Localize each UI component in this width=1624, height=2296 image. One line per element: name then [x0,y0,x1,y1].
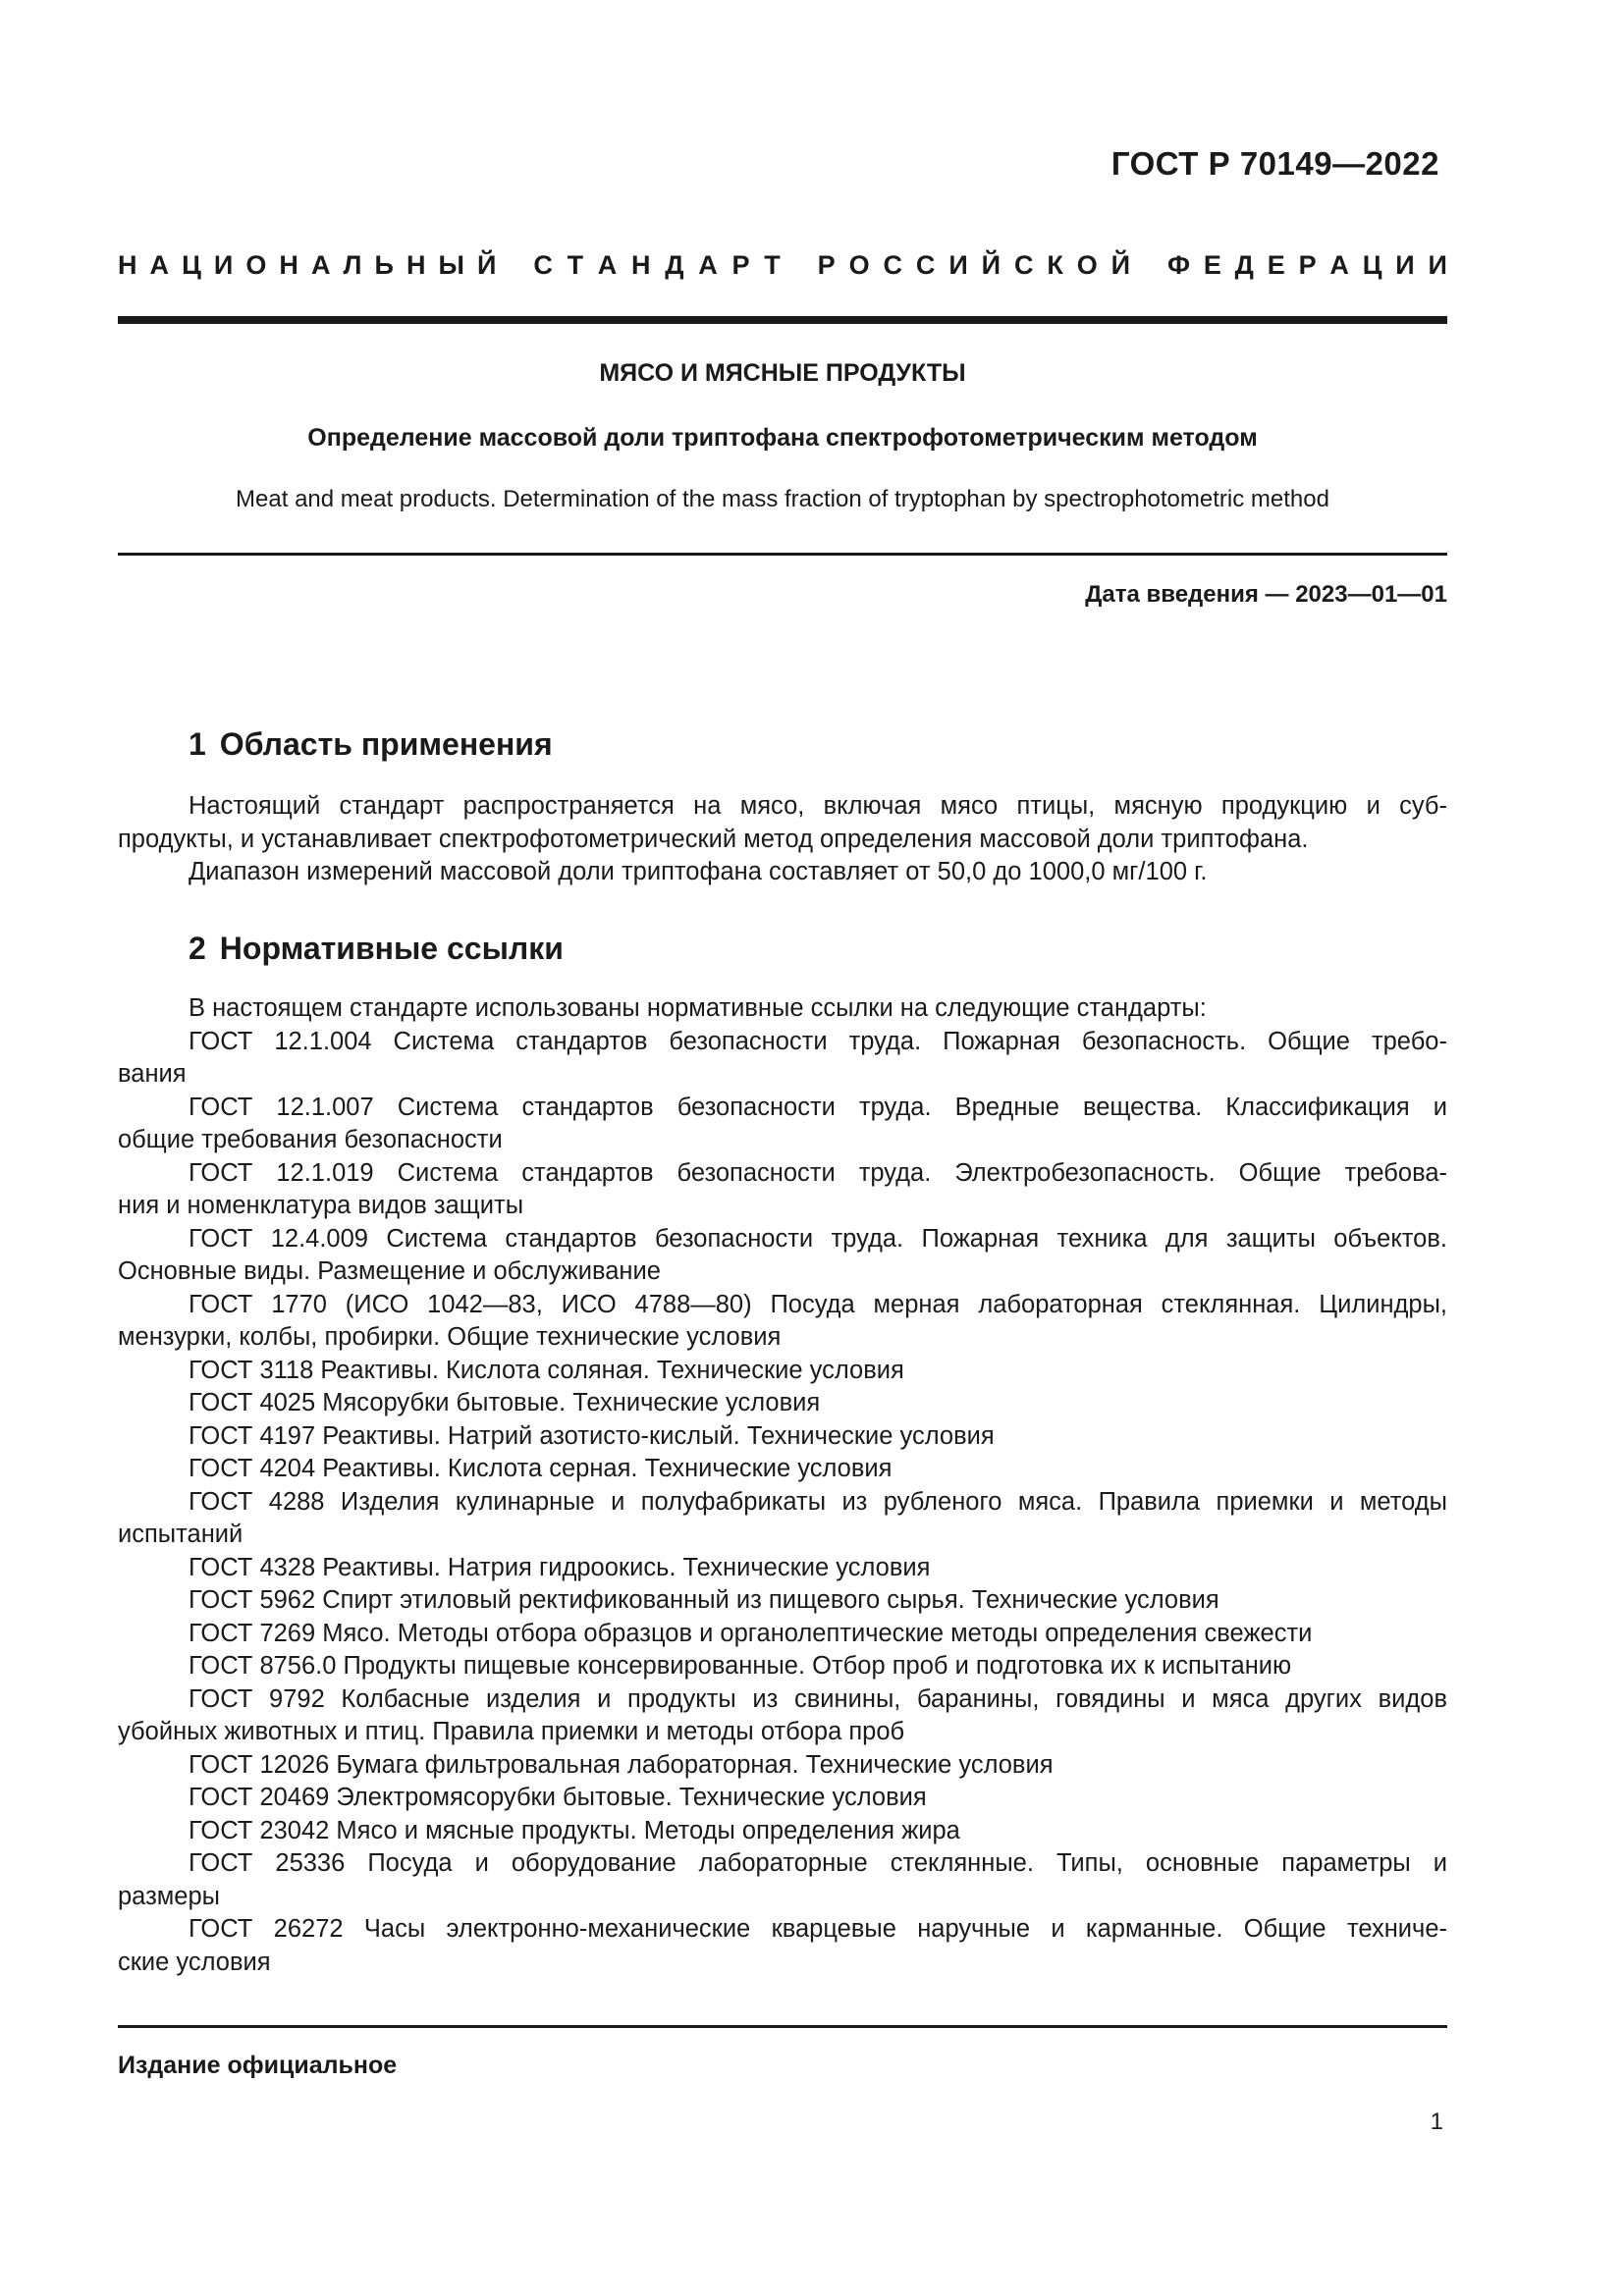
reference-line: ния и номенклатура видов защиты [118,1192,524,1219]
paragraph-line: продукты, и устанавливает спектрофотометрический метод определения массовой доли триптофана. [118,825,1309,853]
reference-line: ГОСТ 4204 Реактивы. Кислота серная. Технические условия [189,1455,893,1482]
reference-line: ГОСТ 25336 Посуда и оборудование лабораторные стеклянные. Типы, основные параметры и [189,1849,1447,1877]
reference-line: Основные виды. Размещение и обслуживание [118,1257,661,1285]
section-heading-scope [189,726,553,763]
official-edition-label: Издание официальное [118,2052,398,2079]
reference-line: ГОСТ 1770 (ИСО 1042—83, ИСО 4788—80) Посуда мерная лабораторная стеклянная. Цилиндры, [189,1290,1447,1318]
document-title-english: Meat and meat products. Determination of the mass fraction of tryptophan by spectrophotometric method [236,486,1329,512]
reference-line: размеры [118,1882,220,1910]
reference-line: ГОСТ 3118 Реактивы. Кислота соляная. Технические условия [189,1356,904,1384]
footer-divider [118,2025,1447,2028]
paragraph-line: Настоящий стандарт распространяется на мясо, включая мясо птицы, мясную продукцию и суб- [189,792,1447,820]
introduction-date: Дата введения — 2023—01—01 [1085,581,1447,608]
reference-line: ГОСТ 9792 Колбасные изделия и продукты из свинины, баранины, говядины и мяса других видов [189,1684,1447,1713]
title-divider [118,553,1447,556]
reference-line: ГОСТ 5962 Спирт этиловый ректификованный из пищевого сырья. Технические условия [189,1586,1219,1614]
banner-word: Ф Е Д Е Р А Ц И И [1166,250,1447,280]
document-title: МЯСО И МЯСНЫЕ ПРОДУКТЫ [599,359,966,387]
section-number: 1 [189,726,206,762]
section-body-normative-references [118,992,1447,1979]
reference-line: ГОСТ 26272 Часы электронно-механические кварцевые наручные и карманные. Общие техниче- [189,1915,1447,1943]
section-number: 2 [189,931,206,966]
national-standard-banner [118,250,1447,281]
reference-line: ГОСТ 4288 Изделия кулинарные и полуфабрикаты из рубленого мяса. Правила приемки и методы [189,1487,1447,1516]
reference-line: ГОСТ 20469 Электромясорубки бытовые. Технические условия [189,1784,927,1811]
banner-word: С Т А Н Д А Р Т [533,250,781,280]
reference-line: вания [118,1060,187,1088]
reference-line: испытаний [118,1521,244,1548]
section-body-scope [118,790,1447,889]
reference-line: ские условия [118,1948,271,1976]
reference-line: В настоящем стандарте использованы нормативные ссылки на следующие стандарты: [189,994,1207,1022]
section-title: Область применения [219,726,553,762]
reference-line: ГОСТ 12.1.007 Система стандартов безопасности труда. Вредные вещества. Классификация и [189,1093,1447,1121]
reference-line: ГОСТ 4328 Реактивы. Натрия гидроокись. Технические условия [189,1553,931,1581]
paragraph-line: Диапазон измерений массовой доли триптофана составляет от 50,0 до 1000,0 мг/100 г. [189,858,1208,885]
reference-line: ГОСТ 12026 Бумага фильтровальная лабораторная. Технические условия [189,1750,1054,1779]
banner-word: Н А Ц И О Н А Л Ь Н Ы Й [118,250,497,280]
page-number: 1 [1430,2109,1443,2135]
reference-line: общие требования безопасности [118,1126,503,1153]
reference-line: ГОСТ 4197 Реактивы. Натрий азотисто-кислый. Технические условия [189,1421,995,1450]
reference-line: ГОСТ 4025 Мясорубки бытовые. Технические условия [189,1389,821,1416]
document-subtitle: Определение массовой доли триптофана спектрофотометрическим методом [307,424,1258,452]
reference-line: ГОСТ 12.1.019 Система стандартов безопасности труда. Электробезопасность. Общие требова- [189,1158,1447,1187]
reference-line: ГОСТ 23042 Мясо и мясные продукты. Методы определения жира [189,1816,960,1844]
reference-line: убойных животных и птиц. Правила приемки и методы отбора проб [118,1718,905,1745]
section-heading-normative-references [189,931,564,967]
reference-line: ГОСТ 8756.0 Продукты пищевые консервированные. Отбор проб и подготовка их к испытанию [189,1652,1292,1680]
document-code: ГОСТ Р 70149—2022 [1110,145,1439,182]
reference-line: ГОСТ 7269 Мясо. Методы отбора образцов и органолептические методы определения свежести [189,1619,1313,1647]
reference-line: ГОСТ 12.4.009 Система стандартов безопасности труда. Пожарная техника для защиты объектов. [189,1224,1447,1253]
reference-line: мензурки, колбы, пробирки. Общие технические условия [118,1323,782,1351]
header-divider [118,316,1447,324]
reference-line: ГОСТ 12.1.004 Система стандартов безопасности труда. Пожарная безопасность. Общие требо- [189,1027,1447,1055]
section-title: Нормативные ссылки [219,931,564,966]
banner-word: Р О С С И Й С К О Й [817,250,1131,280]
